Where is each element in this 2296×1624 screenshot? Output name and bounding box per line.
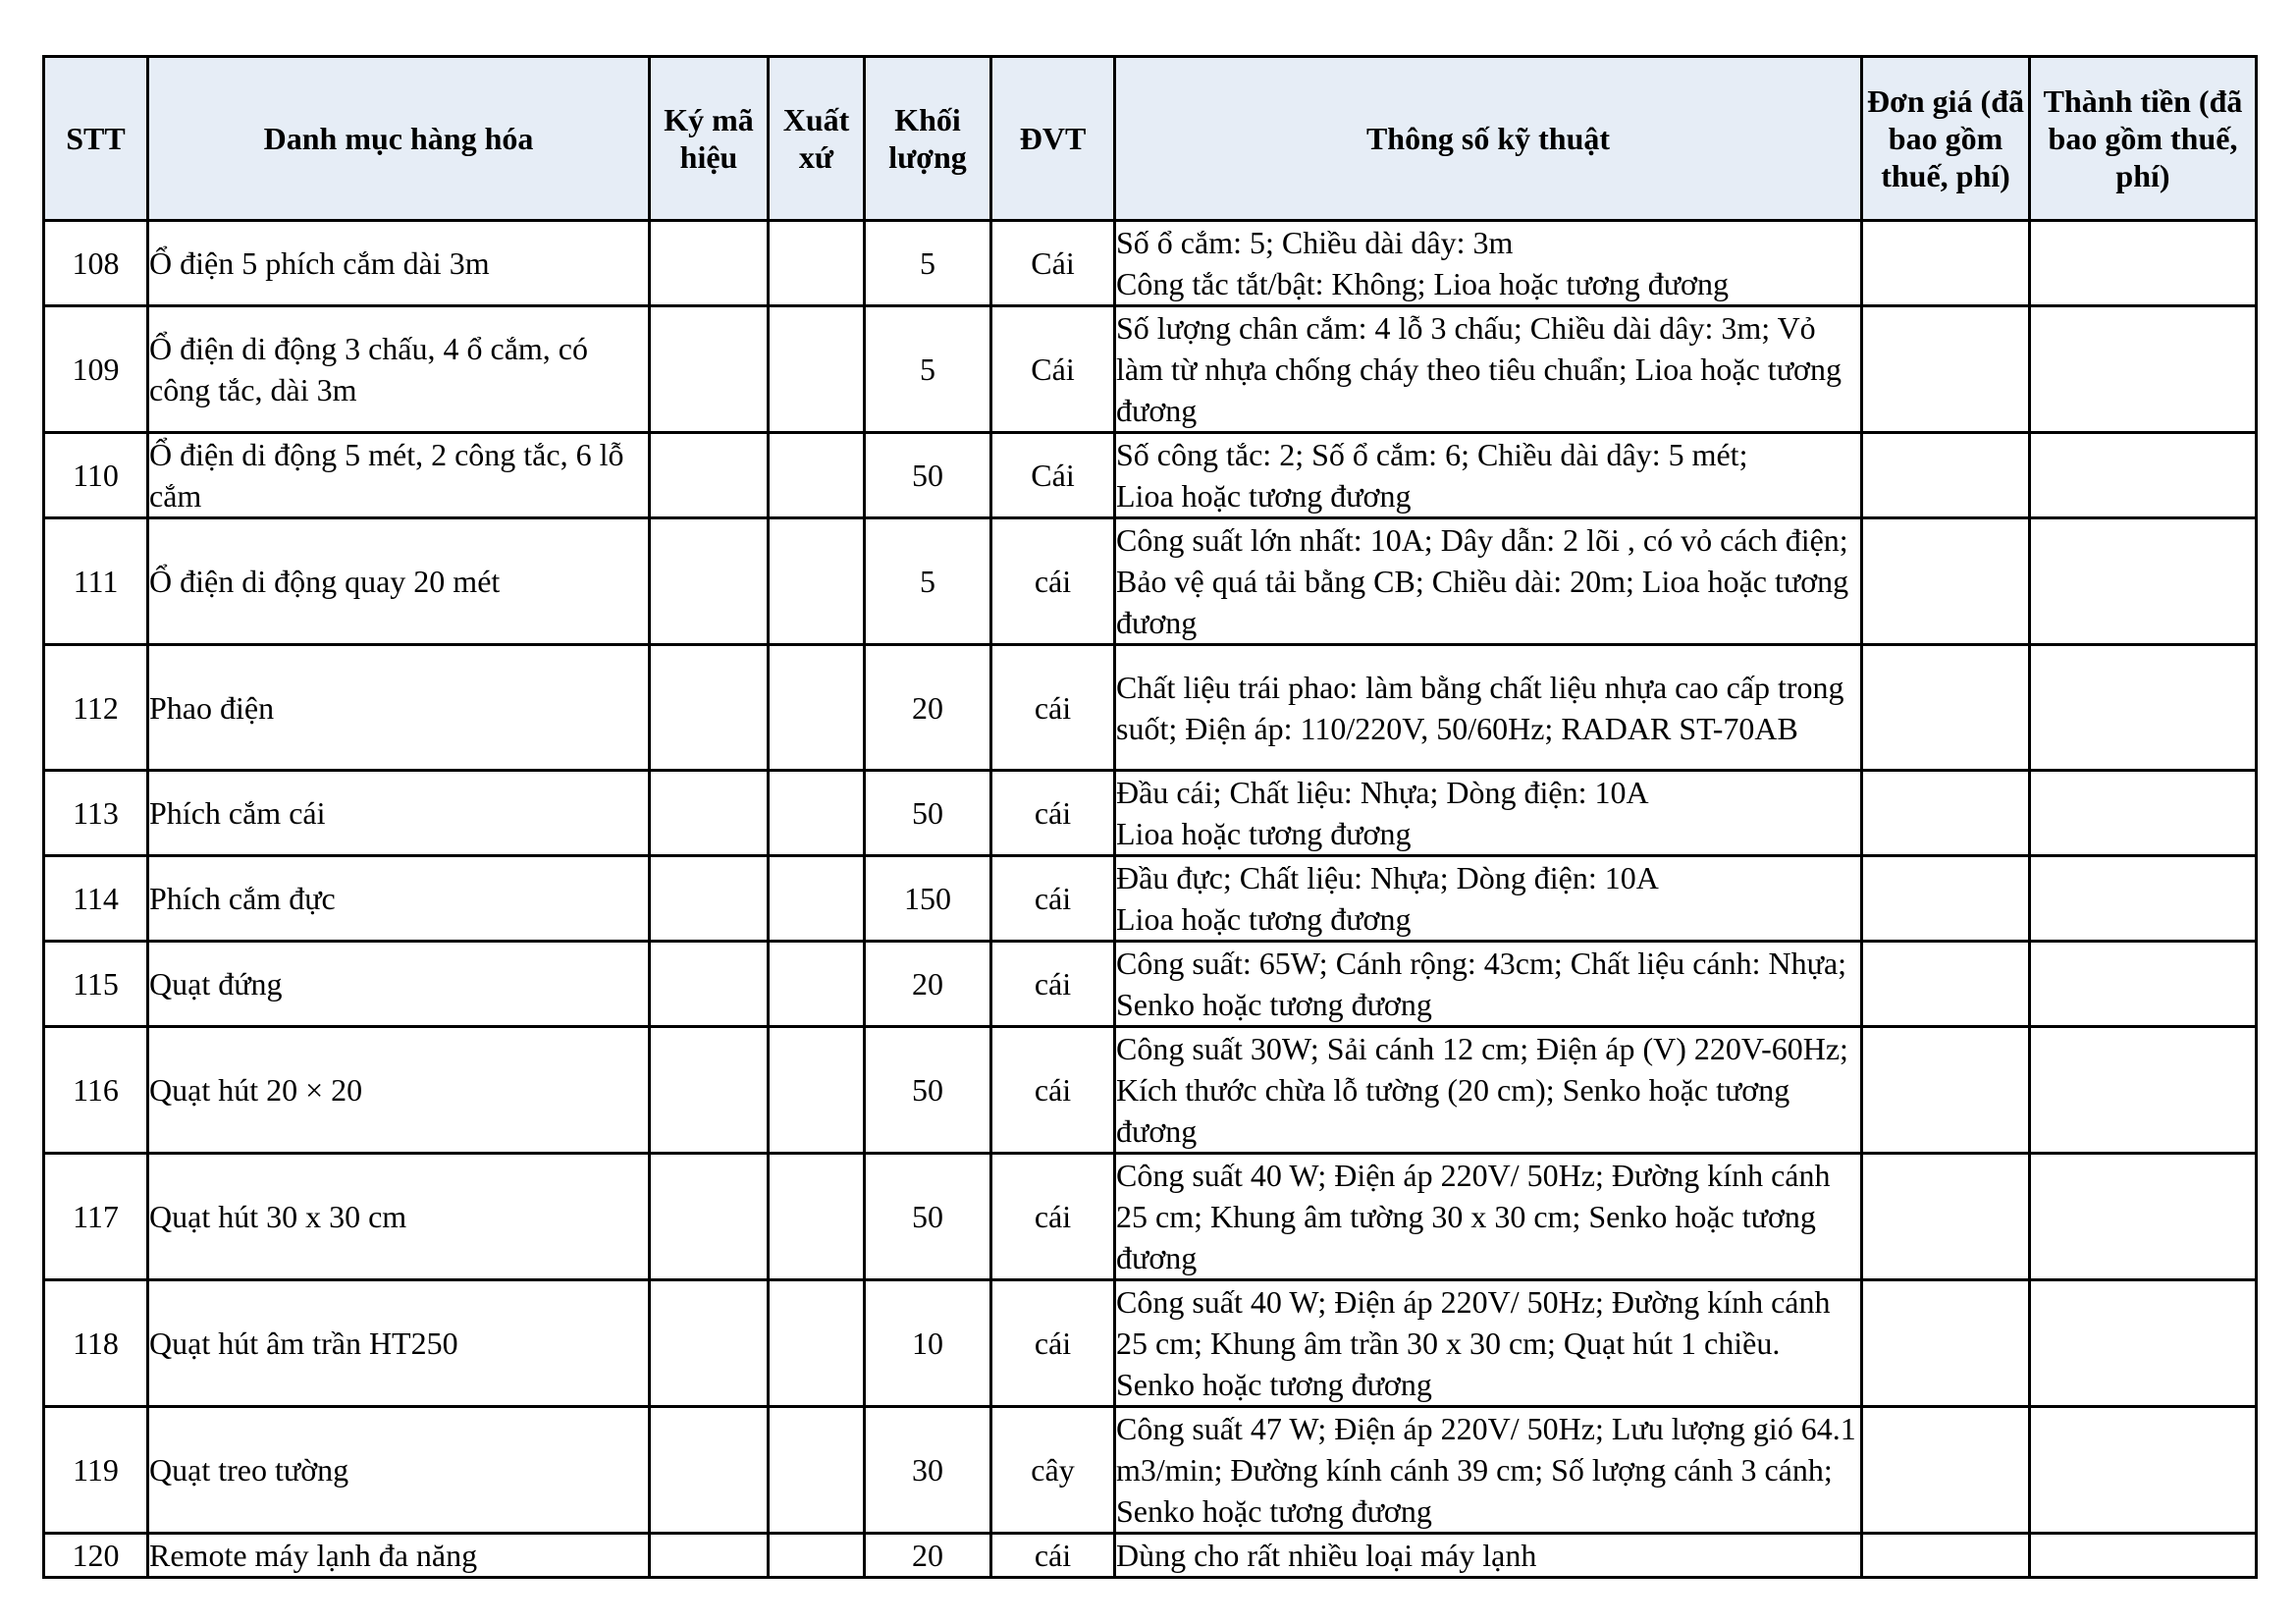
- cell-spec: Số lượng chân cắm: 4 lỗ 3 chấu; Chiều dài dây: 3m; Vỏ làm từ nhựa chống cháy theo tiêu chuẩn; Lioa hoặc tương đương: [1115, 306, 1862, 433]
- cell-name: Quạt hút 30 x 30 cm: [148, 1154, 650, 1280]
- cell-name: Ổ điện 5 phích cắm dài 3m: [148, 221, 650, 306]
- cell-unit: cái: [991, 771, 1115, 856]
- table-row: [44, 942, 2257, 1027]
- cell-unit-price: [1862, 1280, 2030, 1407]
- cell-stt: 113: [44, 771, 148, 856]
- cell-unit-price: [1862, 433, 2030, 518]
- cell-qty: 5: [865, 518, 991, 645]
- cell-name: Quạt treo tường: [148, 1407, 650, 1534]
- table-row: [44, 518, 2257, 645]
- cell-name: Quạt hút âm trần HT250: [148, 1280, 650, 1407]
- cell-qty: 5: [865, 221, 991, 306]
- cell-unit-price: [1862, 306, 2030, 433]
- cell-code: [650, 856, 769, 942]
- cell-spec: Số ổ cắm: 5; Chiều dài dây: 3m Công tắc tắt/bật: Không; Lioa hoặc tương đương: [1115, 221, 1862, 306]
- cell-total: [2030, 1534, 2257, 1578]
- cell-qty: 50: [865, 1027, 991, 1154]
- cell-unit: cái: [991, 645, 1115, 771]
- cell-unit: Cái: [991, 433, 1115, 518]
- cell-code: [650, 1154, 769, 1280]
- cell-stt: 112: [44, 645, 148, 771]
- cell-qty: 20: [865, 942, 991, 1027]
- cell-stt: 117: [44, 1154, 148, 1280]
- cell-code: [650, 518, 769, 645]
- goods-table: [42, 55, 2258, 1579]
- table-row: [44, 221, 2257, 306]
- cell-spec: Công suất 30W; Sải cánh 12 cm; Điện áp (V) 220V-60Hz; Kích thước chừa lỗ tường (20 cm); Senko hoặc tương đương: [1115, 1027, 1862, 1154]
- cell-origin: [769, 1534, 865, 1578]
- table-body: [44, 221, 2257, 1578]
- cell-total: [2030, 221, 2257, 306]
- table-row: [44, 433, 2257, 518]
- cell-qty: 50: [865, 771, 991, 856]
- cell-origin: [769, 433, 865, 518]
- cell-unit: cái: [991, 1027, 1115, 1154]
- cell-stt: 118: [44, 1280, 148, 1407]
- cell-origin: [769, 942, 865, 1027]
- cell-qty: 20: [865, 1534, 991, 1578]
- cell-origin: [769, 221, 865, 306]
- table-row: [44, 1280, 2257, 1407]
- cell-origin: [769, 856, 865, 942]
- cell-code: [650, 1280, 769, 1407]
- cell-qty: 50: [865, 1154, 991, 1280]
- cell-qty: 150: [865, 856, 991, 942]
- cell-spec: Công suất 40 W; Điện áp 220V/ 50Hz; Đường kính cánh 25 cm; Khung âm trần 30 x 30 cm; Quạt hút 1 chiều. Senko hoặc tương đương: [1115, 1280, 1862, 1407]
- cell-unit: cái: [991, 1154, 1115, 1280]
- cell-name: Phích cắm cái: [148, 771, 650, 856]
- cell-code: [650, 433, 769, 518]
- cell-unit-price: [1862, 645, 2030, 771]
- cell-unit: cái: [991, 518, 1115, 645]
- cell-spec: Công suất 47 W; Điện áp 220V/ 50Hz; Lưu lượng gió 64.1 m3/min; Đường kính cánh 39 cm; Số lượng cánh 3 cánh; Senko hoặc tương đương: [1115, 1407, 1862, 1534]
- table-row: [44, 1154, 2257, 1280]
- header-name: Danh mục hàng hóa: [148, 57, 650, 221]
- cell-unit: cái: [991, 856, 1115, 942]
- cell-total: [2030, 518, 2257, 645]
- table-row: [44, 306, 2257, 433]
- header-row: [44, 57, 2257, 221]
- cell-code: [650, 942, 769, 1027]
- header-code: Ký mã hiệu: [650, 57, 769, 221]
- cell-name: Ổ điện di động 5 mét, 2 công tắc, 6 lỗ cắm: [148, 433, 650, 518]
- cell-spec: Chất liệu trái phao: làm bằng chất liệu nhựa cao cấp trong suốt; Điện áp: 110/220V, 50/60Hz; RADAR ST-70AB: [1115, 645, 1862, 771]
- cell-name: Remote máy lạnh đa năng: [148, 1534, 650, 1578]
- cell-total: [2030, 1027, 2257, 1154]
- cell-spec: Dùng cho rất nhiều loại máy lạnh: [1115, 1534, 1862, 1578]
- table-row: [44, 856, 2257, 942]
- cell-stt: 119: [44, 1407, 148, 1534]
- cell-total: [2030, 645, 2257, 771]
- cell-total: [2030, 1280, 2257, 1407]
- cell-spec: Công suất 40 W; Điện áp 220V/ 50Hz; Đường kính cánh 25 cm; Khung âm tường 30 x 30 cm; Senko hoặc tương đương: [1115, 1154, 1862, 1280]
- cell-unit: Cái: [991, 306, 1115, 433]
- header-total: Thành tiền (đã bao gồm thuế, phí): [2030, 57, 2257, 221]
- cell-origin: [769, 1027, 865, 1154]
- cell-name: Quạt đứng: [148, 942, 650, 1027]
- cell-code: [650, 645, 769, 771]
- cell-code: [650, 771, 769, 856]
- cell-origin: [769, 1407, 865, 1534]
- table-row: [44, 1407, 2257, 1534]
- cell-unit: cái: [991, 942, 1115, 1027]
- cell-spec: Số công tắc: 2; Số ổ cắm: 6; Chiều dài dây: 5 mét; Lioa hoặc tương đương: [1115, 433, 1862, 518]
- header-unit-price: Đơn giá (đã bao gồm thuế, phí): [1862, 57, 2030, 221]
- cell-name: Ổ điện di động 3 chấu, 4 ổ cắm, có công tắc, dài 3m: [148, 306, 650, 433]
- cell-name: Ổ điện di động quay 20 mét: [148, 518, 650, 645]
- cell-code: [650, 1027, 769, 1154]
- cell-unit-price: [1862, 221, 2030, 306]
- cell-unit: Cái: [991, 221, 1115, 306]
- cell-total: [2030, 942, 2257, 1027]
- cell-code: [650, 221, 769, 306]
- header-qty: Khối lượng: [865, 57, 991, 221]
- cell-unit-price: [1862, 942, 2030, 1027]
- cell-total: [2030, 856, 2257, 942]
- cell-code: [650, 1407, 769, 1534]
- cell-qty: 30: [865, 1407, 991, 1534]
- cell-unit-price: [1862, 1027, 2030, 1154]
- cell-total: [2030, 1154, 2257, 1280]
- cell-stt: 108: [44, 221, 148, 306]
- table-row: [44, 771, 2257, 856]
- cell-unit: cái: [991, 1534, 1115, 1578]
- cell-unit-price: [1862, 771, 2030, 856]
- cell-spec: Đầu đực; Chất liệu: Nhựa; Dòng điện: 10A Lioa hoặc tương đương: [1115, 856, 1862, 942]
- cell-total: [2030, 771, 2257, 856]
- cell-origin: [769, 1280, 865, 1407]
- cell-stt: 109: [44, 306, 148, 433]
- cell-origin: [769, 306, 865, 433]
- cell-stt: 110: [44, 433, 148, 518]
- cell-stt: 115: [44, 942, 148, 1027]
- cell-unit-price: [1862, 856, 2030, 942]
- cell-spec: Công suất lớn nhất: 10A; Dây dẫn: 2 lõi , có vỏ cách điện; Bảo vệ quá tải bằng CB; Chiều dài: 20m; Lioa hoặc tương đương: [1115, 518, 1862, 645]
- cell-origin: [769, 771, 865, 856]
- header-unit: ĐVT: [991, 57, 1115, 221]
- cell-total: [2030, 306, 2257, 433]
- cell-origin: [769, 645, 865, 771]
- cell-spec: Đầu cái; Chất liệu: Nhựa; Dòng điện: 10A Lioa hoặc tương đương: [1115, 771, 1862, 856]
- cell-unit-price: [1862, 1407, 2030, 1534]
- cell-name: Phao điện: [148, 645, 650, 771]
- cell-stt: 120: [44, 1534, 148, 1578]
- cell-stt: 114: [44, 856, 148, 942]
- cell-stt: 116: [44, 1027, 148, 1154]
- table-row: [44, 1027, 2257, 1154]
- table-row: [44, 1534, 2257, 1578]
- cell-unit-price: [1862, 1154, 2030, 1280]
- header-origin: Xuất xứ: [769, 57, 865, 221]
- cell-code: [650, 306, 769, 433]
- header-spec: Thông số kỹ thuật: [1115, 57, 1862, 221]
- cell-qty: 10: [865, 1280, 991, 1407]
- cell-qty: 5: [865, 306, 991, 433]
- cell-name: Quạt hút 20 × 20: [148, 1027, 650, 1154]
- cell-qty: 20: [865, 645, 991, 771]
- cell-code: [650, 1534, 769, 1578]
- cell-unit: cây: [991, 1407, 1115, 1534]
- cell-qty: 50: [865, 433, 991, 518]
- cell-total: [2030, 433, 2257, 518]
- cell-total: [2030, 1407, 2257, 1534]
- cell-origin: [769, 518, 865, 645]
- cell-stt: 111: [44, 518, 148, 645]
- header-stt: STT: [44, 57, 148, 221]
- cell-origin: [769, 1154, 865, 1280]
- cell-unit-price: [1862, 518, 2030, 645]
- cell-name: Phích cắm đực: [148, 856, 650, 942]
- cell-unit: cái: [991, 1280, 1115, 1407]
- cell-unit-price: [1862, 1534, 2030, 1578]
- table-row: [44, 645, 2257, 771]
- cell-spec: Công suất: 65W; Cánh rộng: 43cm; Chất liệu cánh: Nhựa; Senko hoặc tương đương: [1115, 942, 1862, 1027]
